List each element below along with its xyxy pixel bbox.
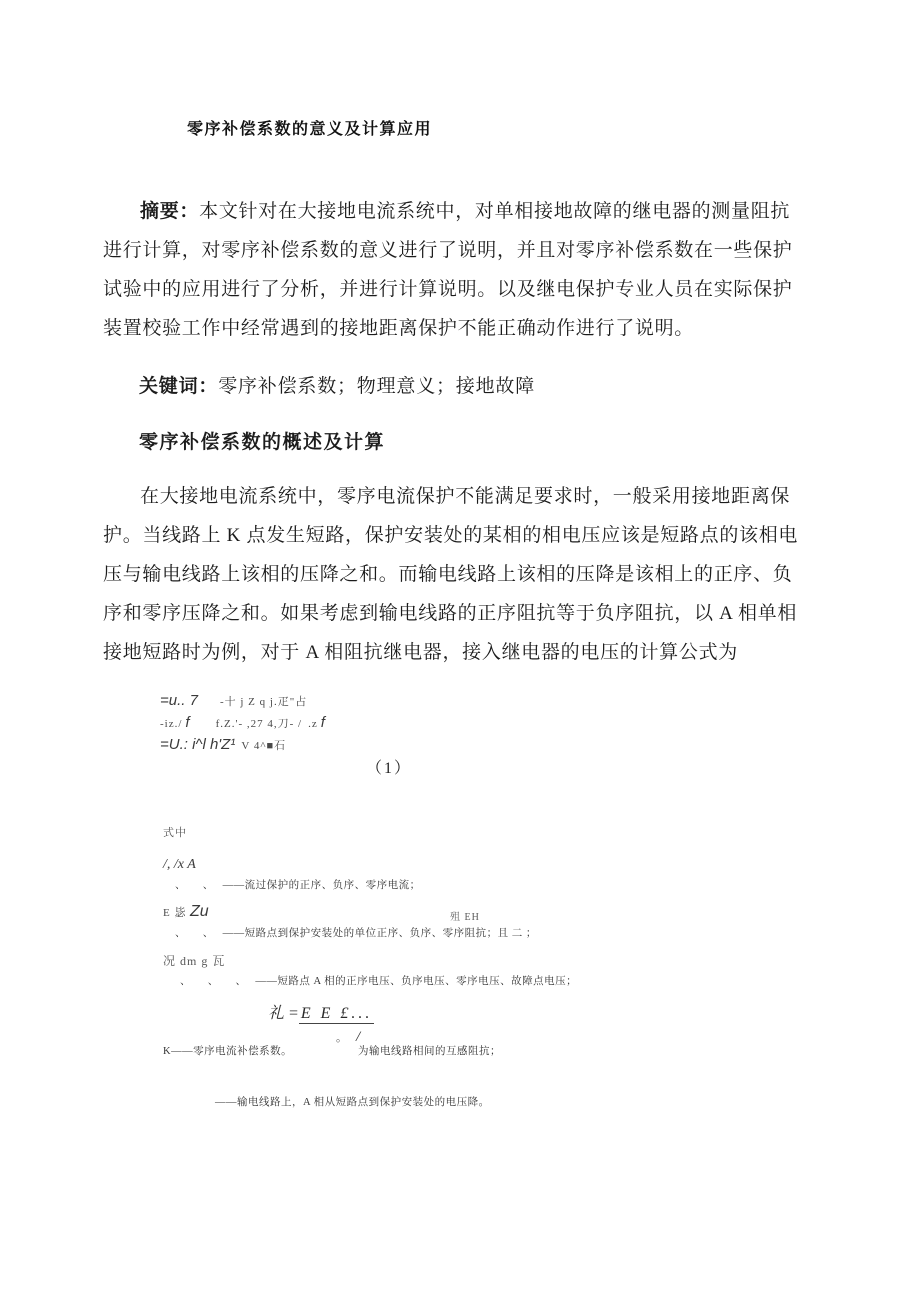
keywords-text: 零序补偿系数；物理意义；接地故障 — [218, 376, 536, 397]
body-line-5: 接地短路时为例，对于 A 相阻抗继电器，接入继电器的电压的计算公式为 — [103, 642, 738, 663]
symbol-def-impedances — [163, 903, 783, 940]
equation-row2-a: -iz./ — [160, 718, 183, 730]
symbol-impedances-desc: 、 、 ——短路点到保护安装处的单位正序、负序、零序阻抗；且 二 ； — [175, 928, 537, 939]
abstract-line-4: 装置校验工作中经常遇到的接地距离保护不能正确动作进行了说明。 — [103, 318, 695, 339]
symbol-currents: /, /x A — [163, 857, 196, 872]
symbol-voltages-desc: 、 、 、 ——短路点 A 相的正序电压、负序电压、零序电压、故障点电压； — [180, 976, 578, 987]
k-formula-lhs: 礼 — [268, 1005, 285, 1022]
abstract-line-3: 试验中的应用进行了分析，并进行计算说明。以及继电保护专业人员在实际保护 — [103, 279, 793, 300]
equation-row2-d: .z — [308, 718, 318, 730]
where-label: 式中 — [163, 827, 187, 839]
equation-block — [160, 692, 325, 758]
voltage-drop-definition: ——输电线路上，A 相从短路点到保护安装处的电压降。 — [215, 1097, 490, 1108]
k-formula-equals: = — [288, 1005, 299, 1022]
abstract-paragraph — [103, 192, 829, 348]
abstract-line-2: 进行计算，对零序补偿系数的意义进行了说明，并且对零序补偿系数在一些保护 — [103, 240, 793, 261]
equation-row-1 — [160, 692, 325, 714]
keywords-line — [139, 371, 535, 398]
k-factor-formula — [268, 1000, 374, 1023]
abstract-label: 摘要： — [140, 201, 200, 222]
symbol-def-voltages — [163, 952, 577, 988]
k-formula-rhs: E E £... — [300, 1005, 373, 1022]
body-line-4: 序和零序压降之和。如果考虑到输电线路的正序阻抗等于负序阻抗，以 A 相单相 — [103, 603, 798, 624]
equation-row-3 — [160, 736, 325, 758]
equation-number: （1） — [366, 760, 413, 777]
symbol-impedances-small: E 毖 — [163, 907, 187, 919]
equation-row3-rhs: V 4^■石 — [241, 740, 287, 752]
body-line-2: 护。当线路上 K 点发生短路，保护安装处的某相的相电压应该是短路点的该相电 — [103, 525, 799, 546]
equation-row2-e: f — [320, 714, 325, 731]
body-paragraph — [103, 477, 829, 672]
abstract-line-1 — [103, 192, 829, 231]
symbol-impedances — [163, 903, 783, 921]
k-coefficient-definition: K——零序电流补偿系数。 — [163, 1046, 293, 1057]
mutual-impedance-note: 为输电线路相间的互感阻抗； — [358, 1046, 501, 1057]
equation-row-2 — [160, 714, 325, 736]
section-heading: 零序补偿系数的概述及计算 — [139, 432, 386, 453]
equation-row3-lhs: =U.: i^l h'Z¹ — [160, 736, 236, 753]
symbol-currents-desc: 、 、 ——流过保护的正序、负序、零序电流； — [175, 880, 421, 891]
symbol-impedances-big: Zu — [189, 903, 209, 920]
abstract-line-1-text: 本文针对在大接地电流系统中，对单相接地故障的继电器的测量阻抗 — [199, 201, 791, 222]
body-line-3: 压与输电线路上该相的压降之和。而输电线路上该相的压降是该相上的正序、负 — [103, 564, 793, 585]
symbol-def-currents — [163, 857, 421, 892]
k-formula-dot: 。 — [336, 1032, 347, 1044]
body-line-1: 在大接地电流系统中，零序电流保护不能满足要求时，一般采用接地距离保 — [140, 486, 791, 507]
k-formula-slash: / — [356, 1029, 361, 1045]
k-formula-denominator — [336, 1028, 360, 1046]
equation-row2-b: f — [185, 714, 190, 731]
symbol-impedances-side-note: 殂 EH — [450, 912, 480, 923]
page-title: 零序补偿系数的意义及计算应用 — [187, 121, 433, 138]
equation-row1-lhs: =u.. 7 — [160, 692, 198, 709]
keywords-label: 关键词： — [139, 376, 219, 397]
equation-row1-rhs: -十 j Z q j.疋"占 — [219, 696, 308, 708]
equation-row2-c: f.Z.'- ,27 4,刀- / — [215, 718, 303, 730]
symbol-voltages: 况 dm g 瓦 — [163, 954, 226, 968]
